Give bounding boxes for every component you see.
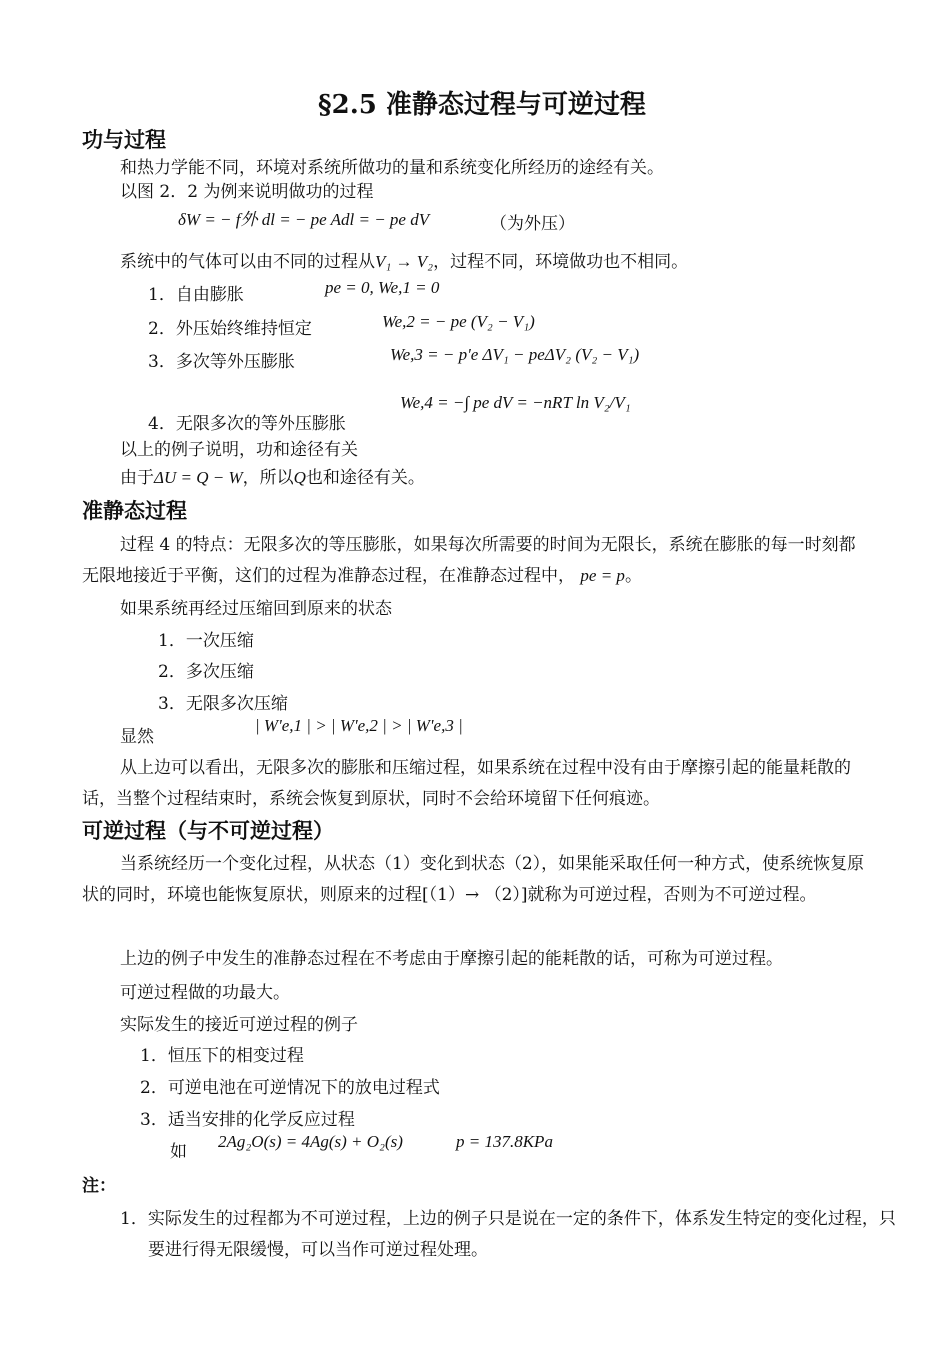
list-item: 2．可逆电池在可逆情况下的放电过程式 [140,1078,440,1098]
equation-note: （为外压） [490,214,575,234]
inline-symbol: Q [293,468,306,487]
text: ，所以 [242,468,294,488]
example-label: 如 [170,1142,187,1162]
list-item: 1．恒压下的相变过程 [140,1046,304,1066]
paragraph: 以图 2．2 为例来说明做功的过程 [120,182,374,202]
paragraph: 从上边可以看出，无限多次的膨胀和压缩过程，如果系统在过程中没有由于摩擦引起的能量耗散的话，当整个过程结束时，系统会恢复到原状，同时不会给环境留下任何痕迹。 [82,758,851,809]
list-item-label: 3．多次等外压膨胀 [148,352,295,372]
list-item: 3．无限多次压缩 [158,694,288,714]
paragraph [82,530,872,592]
list-item: 2．多次压缩 [158,662,254,682]
note-heading: 注： [82,1176,116,1196]
paragraph: 可逆过程做的功最大。 [120,983,290,1003]
inequality-equation: | W'e,1 | > | W'e,2 | > | W'e,3 | [255,716,463,735]
list-item: 1．一次压缩 [158,631,254,651]
list-item-equation: We,3 = − p'e ΔV₁ − peΔV₂ (V₂ − V₁) [390,345,640,364]
paragraph [120,252,688,272]
reaction-pressure: p = 137.8KPa [456,1132,553,1151]
list-item: 3．适当安排的化学反应过程 [140,1110,355,1130]
list-item-equation: pe = 0, We,1 = 0 [325,278,440,297]
paragraph: 实际发生的接近可逆过程的例子 [120,1015,358,1035]
text: 过程 4 的特点：无限多次的等压膨胀，如果每次所需要的时间为无限长，系统在膨胀的每一时刻都无限地接近于平衡，这们的过程为准静态过程，在准静态过程中， [82,535,856,586]
inline-equation: pe = p [580,566,625,585]
text: 系统中的气体可以由不同的过程从 [120,252,375,272]
text: 也和途径有关。 [305,468,425,488]
note-item: 1．实际发生的过程都为不可逆过程，上边的例子只是说在一定的条件下，体系发生特定的变化过程，只要进行得无限缓慢，可以当作可逆过程处理。 [120,1209,896,1260]
list-item-equation: We,2 = − pe (V₂ − V₁) [382,312,535,331]
list-item-label: 1．自由膨胀 [148,285,244,305]
list-item-label: 4．无限多次的等外压膨胀 [148,414,346,434]
text: 由于 [120,468,154,488]
paragraph: 以上的例子说明，功和途径有关 [120,440,358,460]
paragraph [120,468,425,488]
paragraph: 上边的例子中发生的准静态过程在不考虑由于摩擦引起的能耗散的话，可称为可逆过程。 [120,949,783,969]
inline-equation: ΔU = Q − W [154,468,243,487]
list-item-equation: We,4 = −∫ pe dV = −nRT ln V₂/V₁ [400,393,631,412]
section-heading-quasistatic: 准静态过程 [82,499,187,523]
page-title: §2.5 准静态过程与可逆过程 [318,90,646,120]
paragraph: 当系统经历一个变化过程，从状态（1）变化到状态（2），如果能采取任何一种方式，使系统恢复原状的同时，环境也能恢复原状，则原来的过程[（1）→ （2）]就称为可逆过程，否则为不可逆过程。 [82,854,865,905]
inline-equation: V₁ → V₂ [375,252,434,271]
paragraph: 如果系统再经过压缩回到原来的状态 [120,599,392,619]
reaction-equation: 2Ag₂O(s) = 4Ag(s) + O₂(s) [218,1132,403,1151]
text: ，过程不同，环境做功也不相同。 [433,252,689,272]
section-heading-work: 功与过程 [82,128,166,152]
list-item-label: 2．外压始终维持恒定 [148,319,312,339]
equation-work: δW = − f外 dl = − pe Adl = − pe dV [178,210,430,229]
section-heading-reversible: 可逆过程（与不可逆过程） [82,819,334,843]
paragraph: 显然 [120,727,154,747]
paragraph: 和热力学能不同，环境对系统所做功的量和系统变化所经历的途经有关。 [120,158,664,178]
text: 。 [624,566,642,586]
